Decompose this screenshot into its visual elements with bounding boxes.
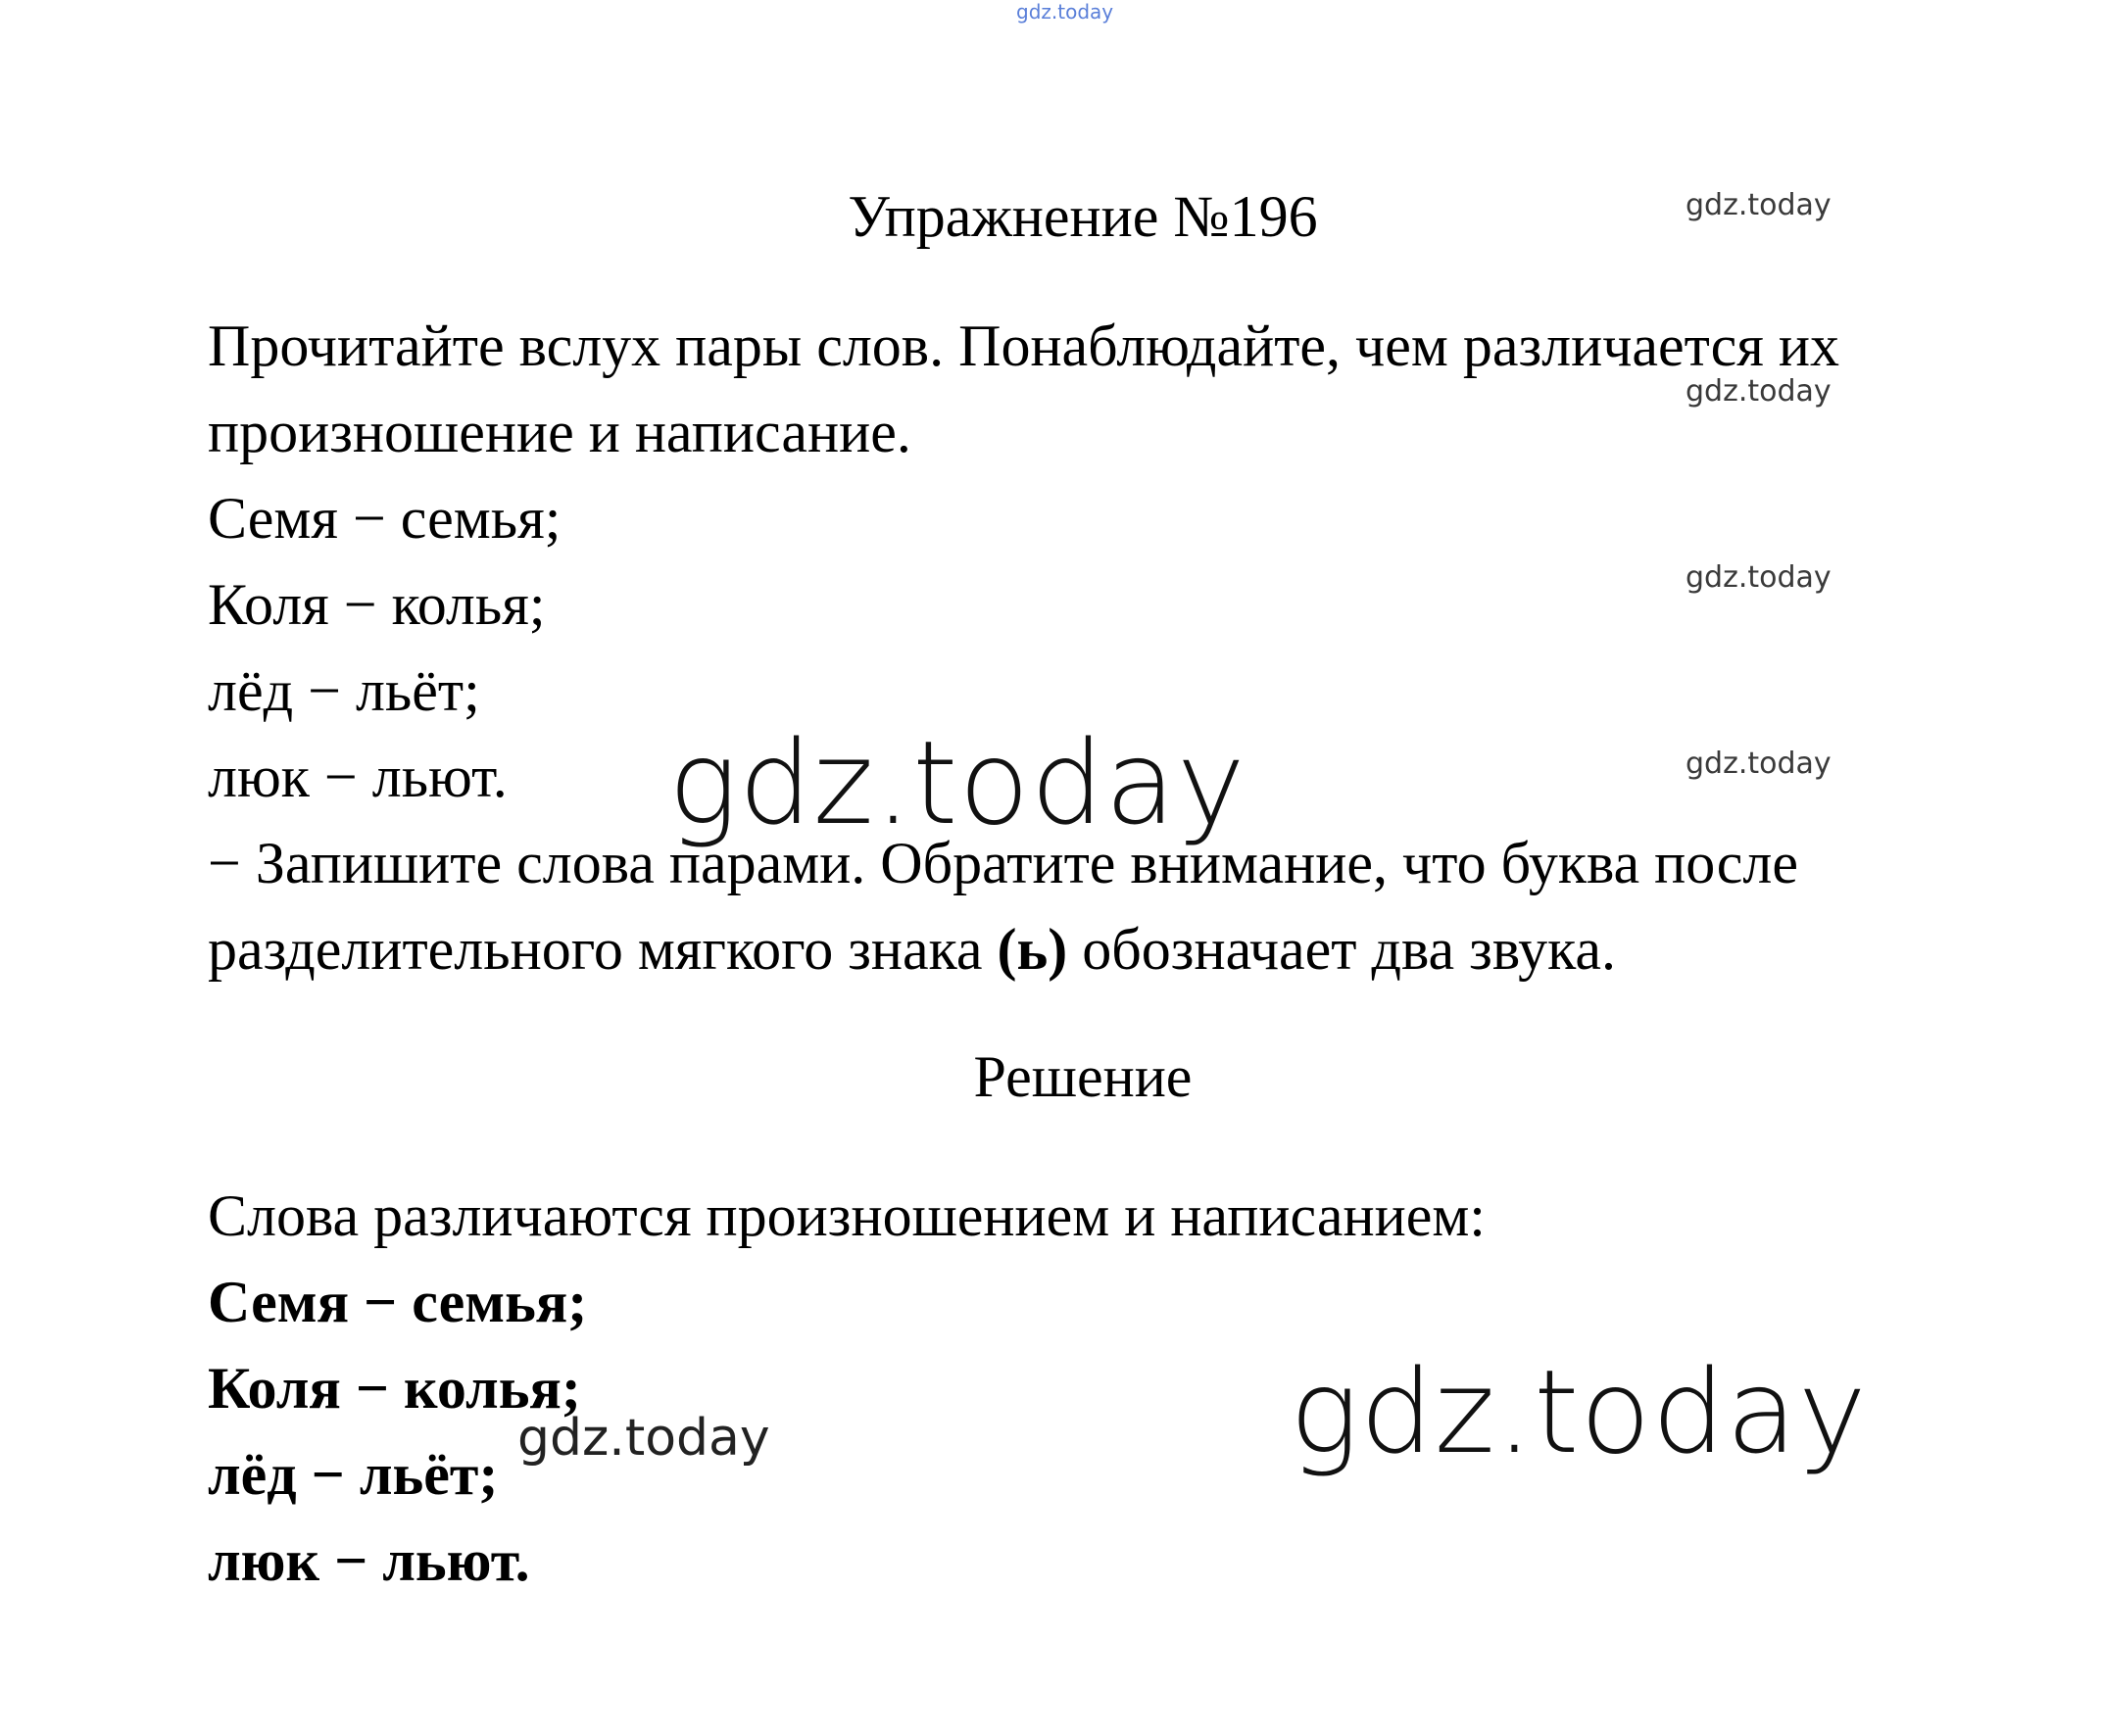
instruction-text-before: разделительного мягкого знака	[208, 917, 998, 982]
task-text-line-2: произношение и написание.	[208, 400, 911, 464]
solution-pair: Коля − колья;	[208, 1356, 581, 1421]
solution-pair: Семя − семья;	[208, 1270, 588, 1334]
instruction-line-2	[208, 915, 1616, 984]
instruction-line-1: − Запишите слова парами. Обратите внимание, что буква после	[208, 831, 1798, 895]
watermark-side: gdz.today	[1686, 560, 1832, 595]
watermark-side: gdz.today	[1686, 747, 1832, 781]
task-text-line-1: Прочитайте вслух пары слов. Понаблюдайте, чем различается их	[208, 313, 1839, 378]
watermark-large: gdz.today	[1290, 1344, 1868, 1479]
solution-pair: лёд − льёт;	[208, 1442, 499, 1507]
solution-heading: Решение	[973, 1044, 1193, 1109]
watermark-large: gdz.today	[668, 715, 1246, 850]
word-pair: люк − льют.	[208, 745, 508, 809]
watermark-medium: gdz.today	[517, 1409, 770, 1468]
watermark-side: gdz.today	[1686, 188, 1832, 222]
instruction-text-after: обозначает два звука.	[1067, 917, 1617, 982]
exercise-title: Упражнение №196	[848, 184, 1318, 249]
word-pair: Коля − колья;	[208, 572, 546, 637]
solution-pair: люк − льют.	[208, 1528, 530, 1593]
watermark-top: gdz.today	[1016, 0, 1114, 24]
watermark-side: gdz.today	[1686, 374, 1832, 409]
soft-sign-emphasis: (ь)	[997, 917, 1068, 982]
word-pair: Семя − семья;	[208, 486, 562, 551]
solution-intro: Слова различаются произношением и написанием:	[208, 1183, 1486, 1248]
word-pair: лёд − льёт;	[208, 658, 480, 723]
